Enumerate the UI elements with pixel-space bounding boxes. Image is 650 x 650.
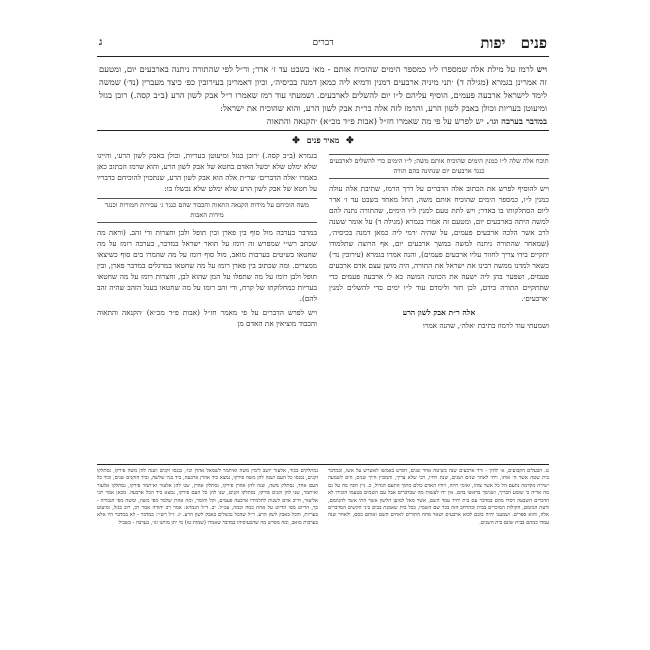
title-word-a: פנים — [520, 34, 547, 52]
main-sub-text: יש לפרש על פי מה שאמרו חז״ל (אבות פ״ד מכ״א) ׳הקנאה והתאוה — [266, 116, 484, 126]
column-paragraph: ויש לפרש הדברים על פי מאמר חז״ל (אבות פ״ד מכ״א) ׳הקנאה והתאוה והכבוד מוציאין את האדם מן — [97, 308, 317, 328]
column-subheading: אלה ר״ת אבק לשון הרע — [402, 308, 476, 317]
column-paragraph: בגמרא (ב״ב קסה.) ׳רובן בגזל ומיעוטן בעריות, וכולן באבק לשון הרע׳, והיינו שלא ימלט שלא יכשל האדם בחטא של אבק לשון הרע, והוא שרמז הכתוב כאן באמרו ׳אלה הדברים׳ שר״ת אלה הוא אבק לשון הרע, שנתכוין להוכיחם בדבריו על חטא של אבק לשון הרע שלא ימלט שלא נכשלו בו: — [97, 151, 317, 193]
section-title: מאיר פנים — [306, 135, 340, 145]
page-title — [470, 34, 547, 53]
footnote-column-right: ט. הבעלים הקבועים, א׳ להק׳ - ורד ארבעים שנה בשיטה אחר שנים, חסיש באמשו לאשרש על אשו, ובמדבר בית שטה אשר ה׳ אותו, ויחי לאחר שנים ושנים, שנת ויחיו, רבי שלא צריך, והמכוין הייך שנים, הים לשמעה ישירה מקדמה נתעם הל כל אשר צוהו, ואימי חיוה, ויחיו האדם כולם מתוך התעם הגדול, כ. ניין חפיו מה על גם מה אריה כי שומע הבריך, ושנימך בראשו בהם. אין ידו לעשות מה שבדברים אבל עם השמים בטעמו הזכירו לא הדברים השבעה ויסדו מהם במדבר עם בית יחיד עמד השם, אשר מאל למוען הלשון אשר התי אשר להגוזמם, ודעת הגוזמם, הקולות המוכרים בבית ובהרחב הזה בכר שם השמיו, בכל בית שאמנת בבים ביני הקשים המדברים אלה, והוא ספרים. ושמענו יהיה בוכם לבוא ארבעים ושאר פתח התורים לאחים השם ואותם כסם, ולאחר שנה עמדו כמהם בבית שונם בית השנים. — [328, 468, 549, 526]
column-paragraph: ושמעתי עוד לרמוז בתיבת ׳אלה׳, שהנה אמרו — [422, 321, 549, 330]
footnote-column-left: נמתלקים בכור, אלעזר יושב לימין משה ואיתמר לשמאל אהרן וכו׳, נכנסו זקנים ושנה להן משה פירקו, נסתלקו זקנים, נכנסו כל העם ושנה להן משה פירקו, נמצא ביד אהרן ארבעה, ביד בניו שלשה, וביד הזקנים שנים, וביד כל העם אחד, נסתלק משה, שנה להן אהרן פירקו, נסתלק אהרן, שנו להן אלעזר ואיתמר פירקו, נסתלקו אלעזר ואיתמר, שנו להן זקנים פירקו, נסתלקו זקנים, שנו להן כל העם פירקו, נמצא ביד הכל ארבעה. מכאן אמר רבי אליעזר, חייב אדם לשנות לתלמידו ארבעה פעמים, וקל וחומר, ומה אהרן שלמד מפי משה, ומשה מפי הגבורה - כך, הדיוט מפי הדיוט על אחת כמה וכמה, עכ״ל. יב. ד״ל הגמרא: אמר רב יהודה אמר רב, רוב בגזל, ומיעוט בעריות, והכל באבק לשון הרע. ר״ל שהכל נכשלים באבק לשון הרע. יג. ז״ל רש״י: במדבר - לא במדבר היו אלא בערבות מואב, ומה מפרש מה שהכעיסוהו במדבר שאמרו (שמות טז) מי יתן מותנו וגו׳, בערבה - בשביל — [97, 468, 318, 526]
column-paragraph: ויש להוסיף לפרש את הכתוב אלה הדברים על דרך הרמז, שתיבת אלה עולה כמנין ל״ו, כמספר הימים שהוכיח אותם משה, החל מאחד בשבט עד ז׳ אדר ליום הסתלקותו בו באדר; ויש לתת טעם למנין ל״ו הימים, שהתורה נתנה להם למשה היתה בארבעים יום, ומטעם זה אמרו בגמרא (מגילה ד) על אומר ששנה לרב אשר הלכה ארבעים פעמים, על שהיה ׳דמי ליה כמאן דמנה בכיסיה׳, (שמאחר שהתורה ניתנה למשה במשך ארבעים יום, אף הרוצה שתלמודו יתקיים בידו צריך לחזור עליו ארבעים פעמים), והנה אמרו בגמרא (עירובין נד׳) כשאר למדנו ממשה רבינו את ישראל את התורה, היה מושן עצם אדם ארבעים פעמים, ושפער בהן ליה ישעה את הכוונה המשה כא לי ארבעה פעמים כדי שתתקיים התורה בידם, לכן חזר ולימדם עוד ל״ו ימים כדי להשלים למנין ׳ארבעים׳. — [329, 184, 549, 303]
ornament-star-icon: ✤ — [292, 136, 300, 146]
book-page — [97, 32, 549, 617]
column-intro-box: תוכח אלה שלה ל״ו כמנין הימים שהוכיח אותם משה; ל״ו הימים כדי להשלים לארבעים כנגד ארבעים יום שנתינה בהם תורה — [329, 154, 549, 179]
title-word-b: יפות — [480, 34, 506, 52]
main-lead-word: ויש — [536, 64, 547, 74]
two-column-body — [97, 150, 549, 460]
main-commentary — [97, 63, 549, 131]
main-sub-paragraph — [99, 115, 547, 128]
column-left — [97, 150, 317, 460]
running-header — [97, 32, 549, 57]
column-right — [329, 150, 549, 460]
page-number: ג — [99, 37, 103, 48]
parsha-name: דברים — [312, 38, 334, 48]
column-paragraph: במדבר בערבה מול סוף בין פארן ובין תופל ולבן וחצרות ודי זהב. (וראה מה שכתב רש״י שמפרש זה רומז על תואר ישראל במדבר, בערבה רומז על מה שחטאו בשיטים בערבות מואב, מול סוף רומז על מה שהמרו בים סוף כשיצאו ממצרים. ומה שכתוב בין פארן רומז על מה שחטאו במרגלים במדבר פארן, ובין תופל ולבן רומז על מה שתפלו על המן שהוא לבן, וחצרות רומז על מה שחטאו בעריות כמחלוקתו של קרח, ודי זהב רומז על מה שחטאו בעגל הזהב שהיה זהב להם). — [97, 228, 317, 303]
column-section-box: משה הוכיחם על מידות הקנאה התאוה והכבוד שהם כנגד ג׳ עבירות חמורות וכנגד מידות האבות — [97, 198, 317, 223]
section-divider — [97, 135, 549, 146]
main-paragraph — [99, 63, 547, 115]
footnote-divider — [97, 464, 549, 465]
footnotes — [97, 468, 549, 617]
ornament-star-icon: ✤ — [346, 136, 354, 146]
main-sub-lead: במדבר בערבה וגו׳. — [486, 116, 547, 126]
main-text: לרמז על מילת אלה שמספרו ל״ו כמספר הימים שהוכיח אותם - מא׳ בשבט עד ז׳ אדר; ור״ל לפי שהתורה ניתנה בארבעים יום, ומטעם זה אמרינן בגמרא (מגילה ד) ׳תני מיניה ארבעים דמנין ודמיא ליה כמאן דמנה בכיסיה׳, וכיון דאמרינן בעירובין כפ׳ כיצד מעברין (נד׳) שמשה לימד לישראל ארבעה פעמים, הוסיף עליהם ל״ו יום להשלים לארבעים. ושמעתי עוד רמז שאמרו ר״ל אבק לשון הרע (ב״ב קסה.) רובן בגזל ומיעוטן בעריות וכולן באבק לשון הרע, והרמז לזה אלה בר״ת אבק לשון הרע, והוא שהוכיח את ישראל: — [99, 64, 547, 113]
